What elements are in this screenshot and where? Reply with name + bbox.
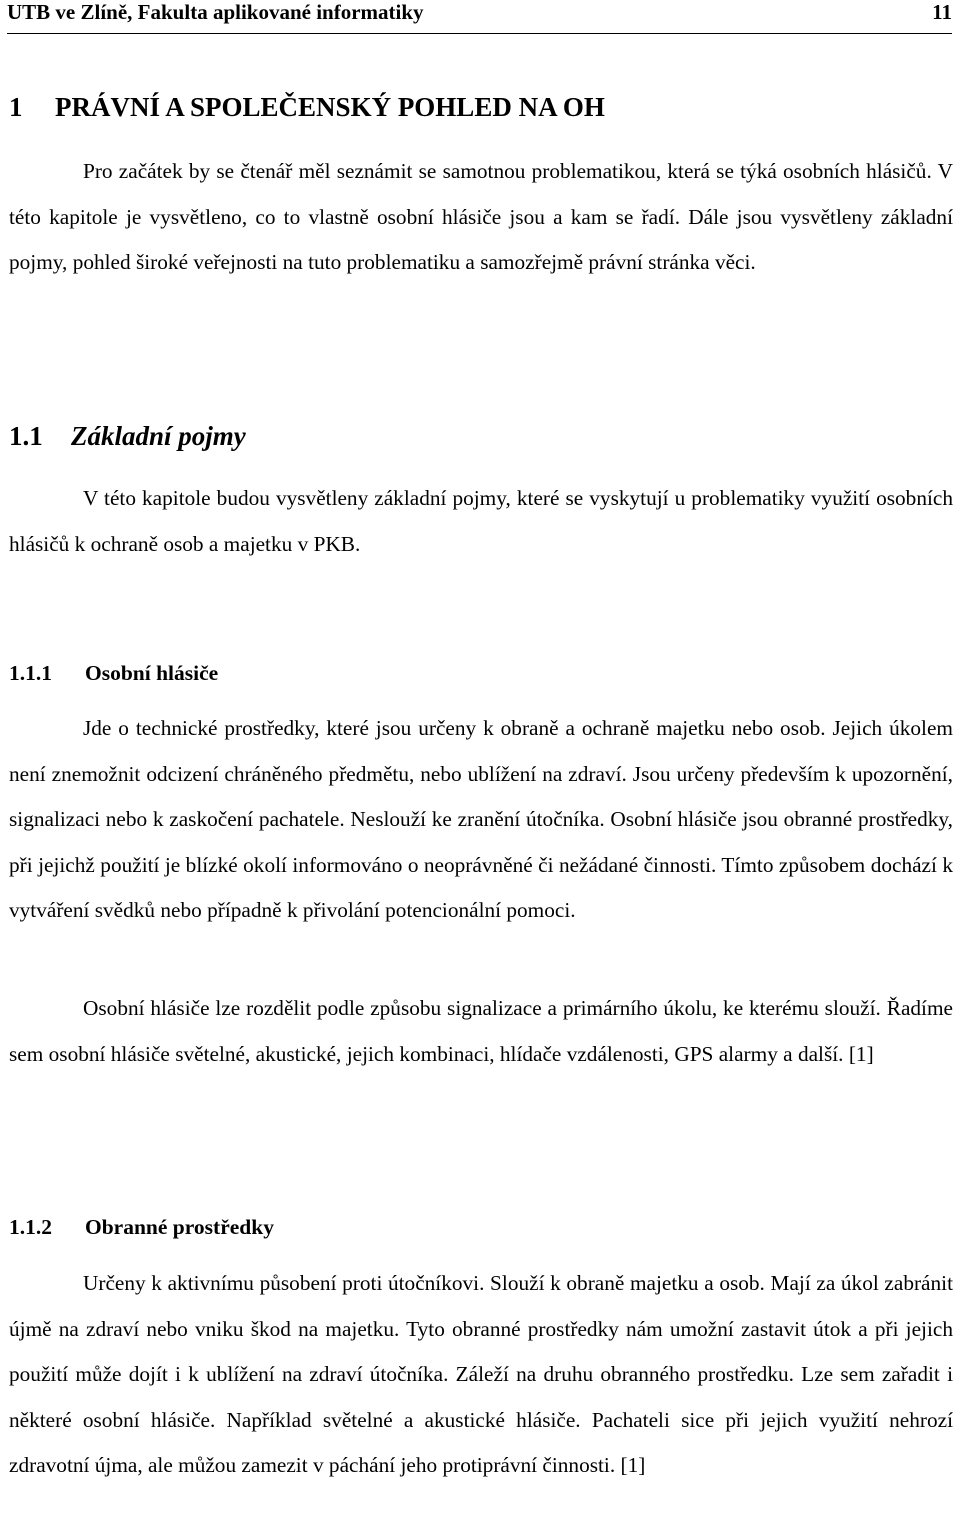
subsection-title-2: Obranné prostředky (85, 1215, 274, 1239)
subsection-2-paragraph-1: Určeny k aktivnímu působení proti útočníkovi. Slouží k obraně majetku a osob. Mají za úkol zabránit újmě na zdraví nebo vniku škod na majetku. Tyto obranné prostředky nám umožní zastavit útok a při jejich použití může dojít i k ublížení na zdraví útočníka. Záleží na druhu obranného prostředku. Lze sem zařadit i některé osobní hlásiče. Například světelné a akustické hlásiče. Pachateli sice při jejich využití nehrozí zdravotní újma, ale můžou zamezit v páchání jeho protiprávní činnosti. [1] (9, 1271, 953, 1477)
section-intro-paragraph: V této kapitole budou vysvětleny základní pojmy, které se vyskytují u problematiky využití osobních hlásičů k ochraně osob a majetku v PKB. (9, 486, 953, 556)
subsection-heading-1 (9, 660, 218, 686)
header-title: UTB ve Zlíně, Fakulta aplikované informatiky (7, 0, 424, 24)
chapter-intro-paragraph: Pro začátek by se čtenář měl seznámit se samotnou problematikou, která se týká osobních hlásičů. V této kapitole je vysvětleno, co to vlastně osobní hlásiče jsou a kam se řadí. Dále jsou vysvětleny základní pojmy, pohled široké veřejnosti na tuto problematiku a samozřejmě právní stránka věci. (9, 159, 953, 274)
section-number: 1.1 (9, 421, 43, 451)
subsection-heading-2 (9, 1214, 274, 1240)
section-heading (9, 420, 246, 452)
subsection-number-2: 1.1.2 (9, 1215, 52, 1239)
subsection-1-paragraph-2: Osobní hlásiče lze rozdělit podle způsobu signalizace a primárního úkolu, ke kterému slouží. Řadíme sem osobní hlásiče světelné, akustické, jejich kombinaci, hlídače vzdálenosti, GPS alarmy a další. [1] (9, 996, 953, 1066)
chapter-title: PRÁVNÍ A SPOLEČENSKÝ POHLED NA OH (55, 92, 605, 122)
chapter-number: 1 (9, 92, 23, 122)
page-header (7, 0, 952, 34)
chapter-heading (9, 91, 605, 123)
subsection-1-paragraph-1: Jde o technické prostředky, které jsou určeny k obraně a ochraně majetku nebo osob. Jejich úkolem není znemožnit odcizení chráněného předmětu, nebo ublížení na zdraví. Jsou určeny především k upozornění, signalizaci nebo k zaskočení pachatele. Neslouží ke zranění útočníka. Osobní hlásiče jsou obranné prostředky, při jejichž použití je blízké okolí informováno o neoprávněné či nežádané činnosti. Tímto způsobem dochází k vytváření svědků nebo případně k přivolání potencionální pomoci. (9, 716, 953, 922)
subsection-number-1: 1.1.1 (9, 661, 52, 685)
page-number: 11 (932, 0, 952, 24)
section-title: Základní pojmy (71, 421, 246, 451)
subsection-title-1: Osobní hlásiče (85, 661, 219, 685)
